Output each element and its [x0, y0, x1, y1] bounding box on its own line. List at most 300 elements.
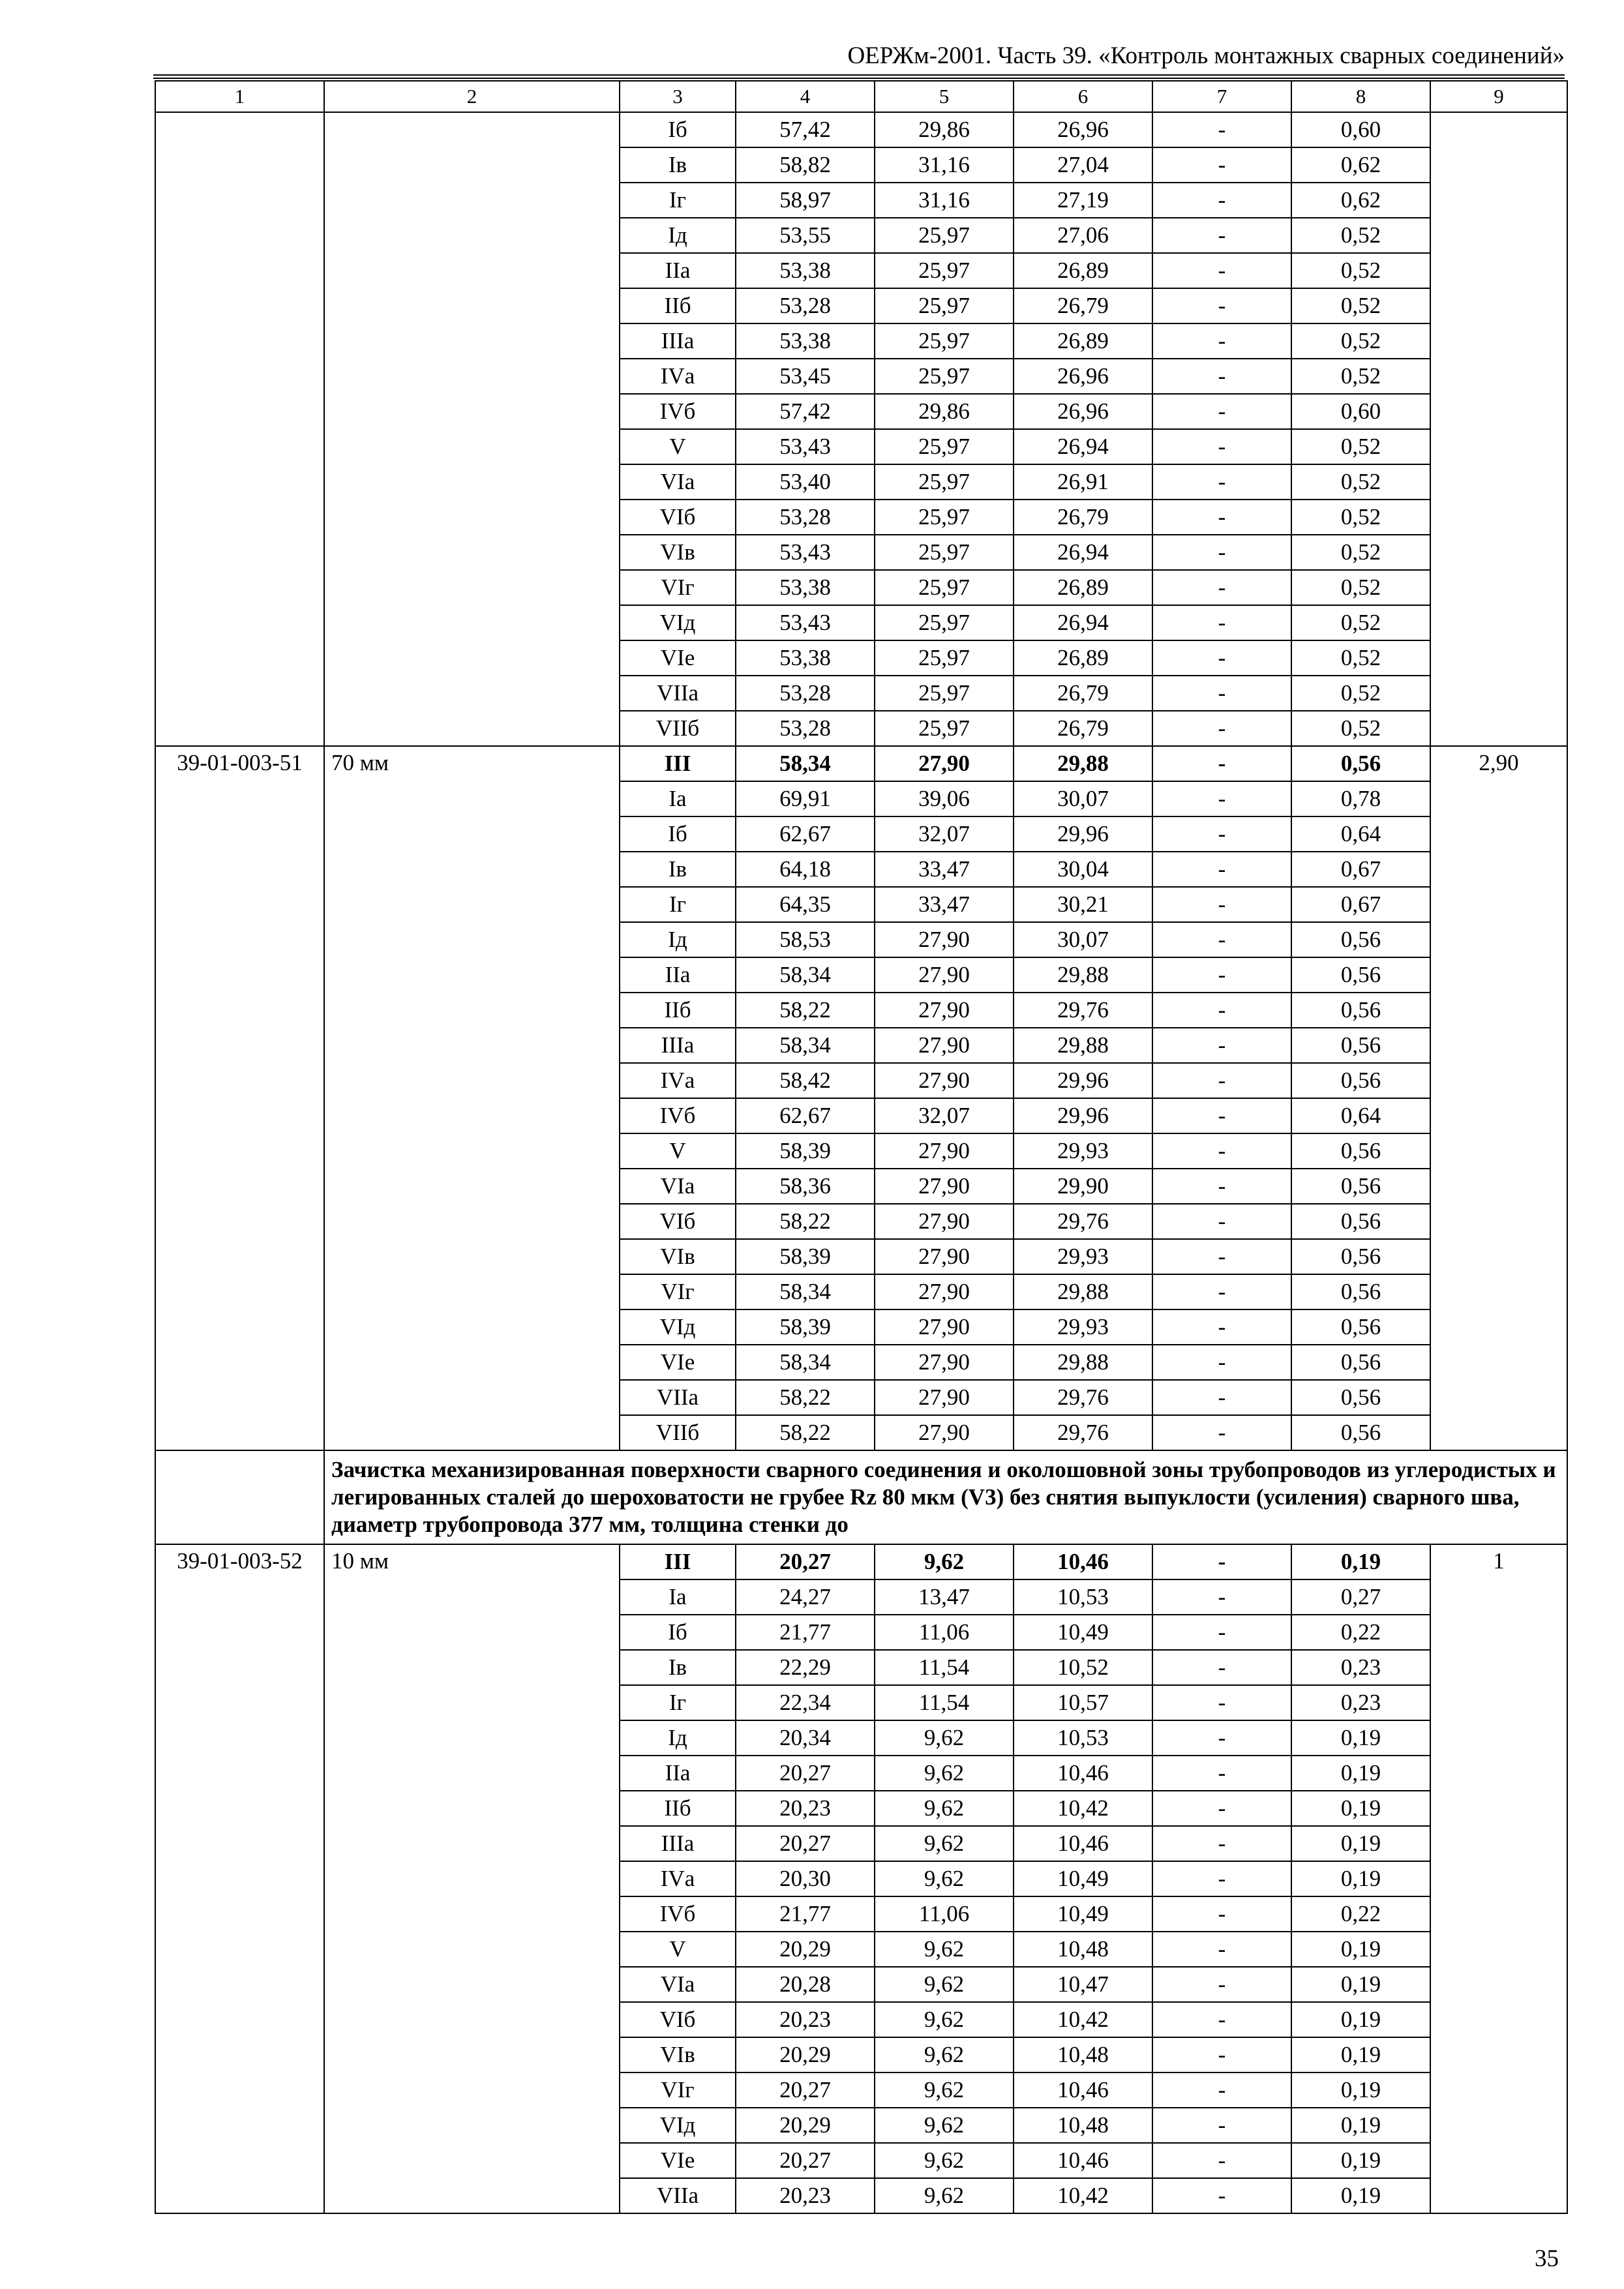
- machine-cost-cell: 26,96: [1014, 112, 1152, 147]
- machine-cost-cell: 29,93: [1014, 1309, 1152, 1345]
- machine-cost-cell: 26,79: [1014, 288, 1152, 323]
- labor-hours-cell: 0,19: [1291, 1544, 1430, 1579]
- column-number: 8: [1291, 81, 1430, 112]
- machine-cost-cell: 10,52: [1014, 1650, 1152, 1685]
- labor-cost-cell: 25,97: [875, 640, 1014, 676]
- rate-code-cell: 39-01-003-52: [155, 1544, 324, 2213]
- machine-cost-cell: 29,76: [1014, 993, 1152, 1028]
- zone-cell: Iб: [620, 816, 736, 852]
- machine-cost-cell: 26,79: [1014, 676, 1152, 711]
- column-number: 3: [620, 81, 736, 112]
- total-cost-cell: 20,30: [736, 1861, 875, 1896]
- machine-cost-cell: 30,07: [1014, 781, 1152, 816]
- labor-hours-cell: 0,27: [1291, 1579, 1430, 1615]
- labor-hours-cell: 0,19: [1291, 1791, 1430, 1826]
- machine-cost-cell: 26,91: [1014, 464, 1152, 500]
- labor-cost-cell: 9,62: [875, 1720, 1014, 1756]
- materials-cost-cell: -: [1152, 711, 1291, 746]
- materials-cost-cell: -: [1152, 183, 1291, 218]
- materials-cost-cell: -: [1152, 993, 1291, 1028]
- column-number: 6: [1014, 81, 1152, 112]
- total-cost-cell: 64,18: [736, 852, 875, 887]
- table-row: [155, 112, 1567, 147]
- page-number: 35: [1535, 2245, 1559, 2272]
- machine-cost-cell: 26,94: [1014, 605, 1152, 640]
- labor-cost-cell: 25,97: [875, 500, 1014, 535]
- machine-cost-cell: 29,93: [1014, 1133, 1152, 1169]
- total-cost-cell: 21,77: [736, 1615, 875, 1650]
- labor-hours-cell: 0,19: [1291, 1826, 1430, 1861]
- labor-cost-cell: 25,97: [875, 570, 1014, 605]
- labor-cost-cell: 39,06: [875, 781, 1014, 816]
- materials-cost-cell: -: [1152, 218, 1291, 253]
- zone-cell: VIIа: [620, 2178, 736, 2213]
- machine-cost-cell: 27,06: [1014, 218, 1152, 253]
- machine-cost-cell: 26,89: [1014, 640, 1152, 676]
- column-number: 7: [1152, 81, 1291, 112]
- machine-cost-cell: 26,89: [1014, 570, 1152, 605]
- total-cost-cell: 57,42: [736, 112, 875, 147]
- labor-cost-cell: 27,90: [875, 1309, 1014, 1345]
- machine-cost-cell: 10,46: [1014, 1826, 1152, 1861]
- section-blank-cell: [155, 1450, 324, 1544]
- materials-cost-cell: -: [1152, 429, 1291, 464]
- materials-cost-cell: -: [1152, 1380, 1291, 1415]
- labor-hours-cell: 0,19: [1291, 2178, 1430, 2213]
- labor-cost-cell: 27,90: [875, 1063, 1014, 1098]
- materials-cost-cell: -: [1152, 1720, 1291, 1756]
- labor-cost-cell: 31,16: [875, 183, 1014, 218]
- materials-cost-cell: -: [1152, 1098, 1291, 1133]
- machine-cost-cell: 26,96: [1014, 359, 1152, 394]
- zone-cell: VIIа: [620, 1380, 736, 1415]
- machine-cost-cell: 29,88: [1014, 1345, 1152, 1380]
- labor-hours-cell: 0,64: [1291, 1098, 1430, 1133]
- materials-cost-cell: -: [1152, 1204, 1291, 1239]
- zone-cell: VIг: [620, 2072, 736, 2108]
- total-cost-cell: 20,27: [736, 2072, 875, 2108]
- total-cost-cell: 58,34: [736, 746, 875, 781]
- materials-cost-cell: -: [1152, 1415, 1291, 1450]
- labor-cost-cell: 9,62: [875, 2108, 1014, 2143]
- zone-cell: IIа: [620, 1756, 736, 1791]
- machine-cost-cell: 27,04: [1014, 147, 1152, 183]
- total-cost-cell: 58,22: [736, 1415, 875, 1450]
- zone-cell: IIб: [620, 993, 736, 1028]
- machine-cost-cell: 26,89: [1014, 323, 1152, 359]
- materials-cost-cell: -: [1152, 2037, 1291, 2072]
- zone-cell: IIа: [620, 253, 736, 288]
- total-cost-cell: 57,42: [736, 394, 875, 429]
- materials-cost-cell: -: [1152, 957, 1291, 993]
- materials-cost-cell: -: [1152, 1932, 1291, 1967]
- wall-thickness-cell: 10 мм: [324, 1544, 620, 2213]
- zone-cell: IIIа: [620, 323, 736, 359]
- labor-hours-cell: 0,23: [1291, 1685, 1430, 1720]
- labor-hours-cell: 0,19: [1291, 1932, 1430, 1967]
- column-9-cell: [1430, 112, 1567, 746]
- materials-cost-cell: -: [1152, 359, 1291, 394]
- total-cost-cell: 53,38: [736, 323, 875, 359]
- machine-cost-cell: 29,88: [1014, 1274, 1152, 1309]
- materials-cost-cell: -: [1152, 1579, 1291, 1615]
- zone-cell: III: [620, 1544, 736, 1579]
- zone-cell: VIв: [620, 2037, 736, 2072]
- labor-hours-cell: 0,19: [1291, 1861, 1430, 1896]
- machine-cost-cell: 10,53: [1014, 1720, 1152, 1756]
- materials-cost-cell: -: [1152, 922, 1291, 957]
- labor-cost-cell: 11,06: [875, 1896, 1014, 1932]
- labor-cost-cell: 9,62: [875, 1932, 1014, 1967]
- labor-cost-cell: 27,90: [875, 1274, 1014, 1309]
- materials-cost-cell: -: [1152, 1169, 1291, 1204]
- total-cost-cell: 53,55: [736, 218, 875, 253]
- zone-cell: VIг: [620, 1274, 736, 1309]
- zone-cell: III: [620, 746, 736, 781]
- machine-cost-cell: 10,49: [1014, 1615, 1152, 1650]
- labor-hours-cell: 0,56: [1291, 746, 1430, 781]
- labor-hours-cell: 0,52: [1291, 676, 1430, 711]
- labor-cost-cell: 27,90: [875, 1415, 1014, 1450]
- machine-cost-cell: 29,96: [1014, 816, 1152, 852]
- materials-cost-cell: -: [1152, 288, 1291, 323]
- materials-cost-cell: -: [1152, 323, 1291, 359]
- total-cost-cell: 53,28: [736, 288, 875, 323]
- zone-cell: IIа: [620, 957, 736, 993]
- materials-cost-cell: -: [1152, 1861, 1291, 1896]
- machine-cost-cell: 10,49: [1014, 1896, 1152, 1932]
- materials-cost-cell: -: [1152, 1028, 1291, 1063]
- labor-cost-cell: 25,97: [875, 218, 1014, 253]
- labor-hours-cell: 0,52: [1291, 605, 1430, 640]
- labor-hours-cell: 0,52: [1291, 359, 1430, 394]
- zone-cell: IVа: [620, 359, 736, 394]
- column-number-row: [155, 81, 1567, 112]
- labor-hours-cell: 0,52: [1291, 570, 1430, 605]
- labor-hours-cell: 0,56: [1291, 1274, 1430, 1309]
- labor-hours-cell: 0,22: [1291, 1615, 1430, 1650]
- materials-cost-cell: -: [1152, 1756, 1291, 1791]
- materials-cost-cell: -: [1152, 1239, 1291, 1274]
- materials-cost-cell: -: [1152, 2072, 1291, 2108]
- labor-hours-cell: 0,19: [1291, 1756, 1430, 1791]
- total-cost-cell: 20,29: [736, 1932, 875, 1967]
- total-cost-cell: 53,43: [736, 605, 875, 640]
- labor-cost-cell: 25,97: [875, 323, 1014, 359]
- labor-cost-cell: 32,07: [875, 1098, 1014, 1133]
- total-cost-cell: 20,29: [736, 2037, 875, 2072]
- labor-hours-cell: 0,23: [1291, 1650, 1430, 1685]
- labor-hours-cell: 0,52: [1291, 535, 1430, 570]
- labor-hours-cell: 0,56: [1291, 1309, 1430, 1345]
- total-cost-cell: 21,77: [736, 1896, 875, 1932]
- machine-cost-cell: 10,47: [1014, 1967, 1152, 2002]
- machine-cost-cell: 29,76: [1014, 1204, 1152, 1239]
- labor-hours-cell: 0,56: [1291, 1380, 1430, 1415]
- column-number: 5: [875, 81, 1014, 112]
- materials-cost-cell: -: [1152, 394, 1291, 429]
- materials-cost-cell: -: [1152, 1791, 1291, 1826]
- zone-cell: VIе: [620, 1345, 736, 1380]
- zone-cell: Iг: [620, 183, 736, 218]
- total-cost-cell: 58,39: [736, 1133, 875, 1169]
- total-cost-cell: 20,23: [736, 1791, 875, 1826]
- labor-hours-cell: 0,52: [1291, 288, 1430, 323]
- zone-cell: VIг: [620, 570, 736, 605]
- labor-hours-cell: 0,56: [1291, 1239, 1430, 1274]
- wall-thickness-cell: [324, 112, 620, 746]
- total-cost-cell: 58,34: [736, 1274, 875, 1309]
- labor-hours-cell: 0,52: [1291, 464, 1430, 500]
- labor-hours-cell: 0,64: [1291, 816, 1430, 852]
- labor-cost-cell: 31,16: [875, 147, 1014, 183]
- zone-cell: VIа: [620, 1967, 736, 2002]
- labor-hours-cell: 0,22: [1291, 1896, 1430, 1932]
- machine-cost-cell: 29,88: [1014, 957, 1152, 993]
- zone-cell: Iг: [620, 1685, 736, 1720]
- materials-cost-cell: -: [1152, 1896, 1291, 1932]
- zone-cell: Iа: [620, 781, 736, 816]
- labor-cost-cell: 27,90: [875, 1380, 1014, 1415]
- machine-cost-cell: 10,46: [1014, 2072, 1152, 2108]
- zone-cell: VIа: [620, 464, 736, 500]
- labor-hours-cell: 0,56: [1291, 1169, 1430, 1204]
- labor-cost-cell: 25,97: [875, 676, 1014, 711]
- labor-hours-cell: 0,56: [1291, 922, 1430, 957]
- total-cost-cell: 53,45: [736, 359, 875, 394]
- table-row: [155, 1544, 1567, 1579]
- labor-cost-cell: 9,62: [875, 2072, 1014, 2108]
- labor-hours-cell: 0,52: [1291, 218, 1430, 253]
- labor-hours-cell: 0,52: [1291, 323, 1430, 359]
- zone-cell: Iб: [620, 1615, 736, 1650]
- labor-cost-cell: 25,97: [875, 288, 1014, 323]
- zone-cell: VIб: [620, 500, 736, 535]
- labor-cost-cell: 9,62: [875, 2037, 1014, 2072]
- total-cost-cell: 53,43: [736, 535, 875, 570]
- zone-cell: IIб: [620, 1791, 736, 1826]
- column-9-cell: 1: [1430, 1544, 1567, 2213]
- machine-cost-cell: 26,94: [1014, 535, 1152, 570]
- total-cost-cell: 58,34: [736, 1028, 875, 1063]
- zone-cell: VIд: [620, 605, 736, 640]
- machine-cost-cell: 30,04: [1014, 852, 1152, 887]
- labor-cost-cell: 9,62: [875, 1756, 1014, 1791]
- labor-cost-cell: 9,62: [875, 1967, 1014, 2002]
- total-cost-cell: 53,38: [736, 640, 875, 676]
- materials-cost-cell: -: [1152, 605, 1291, 640]
- zone-cell: Iв: [620, 1650, 736, 1685]
- labor-hours-cell: 0,56: [1291, 957, 1430, 993]
- materials-cost-cell: -: [1152, 147, 1291, 183]
- zone-cell: VIIа: [620, 676, 736, 711]
- labor-hours-cell: 0,52: [1291, 253, 1430, 288]
- table-body: [155, 81, 1567, 2213]
- labor-hours-cell: 0,62: [1291, 147, 1430, 183]
- labor-hours-cell: 0,67: [1291, 852, 1430, 887]
- column-number: 2: [324, 81, 620, 112]
- column-number: 1: [155, 81, 324, 112]
- rate-code-cell: [155, 112, 324, 746]
- materials-cost-cell: -: [1152, 464, 1291, 500]
- materials-cost-cell: -: [1152, 2108, 1291, 2143]
- zone-cell: V: [620, 1133, 736, 1169]
- materials-cost-cell: -: [1152, 1826, 1291, 1861]
- materials-cost-cell: -: [1152, 781, 1291, 816]
- labor-cost-cell: 29,86: [875, 112, 1014, 147]
- materials-cost-cell: -: [1152, 887, 1291, 922]
- labor-cost-cell: 25,97: [875, 359, 1014, 394]
- materials-cost-cell: -: [1152, 1063, 1291, 1098]
- machine-cost-cell: 29,88: [1014, 1028, 1152, 1063]
- labor-hours-cell: 0,19: [1291, 2143, 1430, 2178]
- zone-cell: Iв: [620, 147, 736, 183]
- labor-cost-cell: 27,90: [875, 957, 1014, 993]
- zone-cell: VIб: [620, 2002, 736, 2037]
- machine-cost-cell: 10,48: [1014, 2037, 1152, 2072]
- materials-cost-cell: -: [1152, 746, 1291, 781]
- materials-cost-cell: -: [1152, 112, 1291, 147]
- zone-cell: IVб: [620, 1098, 736, 1133]
- labor-hours-cell: 0,19: [1291, 1967, 1430, 2002]
- zone-cell: Iа: [620, 1579, 736, 1615]
- machine-cost-cell: 29,90: [1014, 1169, 1152, 1204]
- total-cost-cell: 58,34: [736, 1345, 875, 1380]
- total-cost-cell: 62,67: [736, 816, 875, 852]
- rate-code-cell: 39-01-003-51: [155, 746, 324, 1450]
- zone-cell: VIд: [620, 1309, 736, 1345]
- total-cost-cell: 58,39: [736, 1239, 875, 1274]
- zone-cell: Iг: [620, 887, 736, 922]
- materials-cost-cell: -: [1152, 816, 1291, 852]
- materials-cost-cell: -: [1152, 570, 1291, 605]
- total-cost-cell: 20,29: [736, 2108, 875, 2143]
- total-cost-cell: 58,82: [736, 147, 875, 183]
- rates-table: [155, 80, 1568, 2214]
- zone-cell: VIе: [620, 2143, 736, 2178]
- labor-cost-cell: 27,90: [875, 1133, 1014, 1169]
- zone-cell: VIIб: [620, 711, 736, 746]
- materials-cost-cell: -: [1152, 852, 1291, 887]
- labor-cost-cell: 25,97: [875, 605, 1014, 640]
- machine-cost-cell: 10,42: [1014, 1791, 1152, 1826]
- labor-cost-cell: 11,54: [875, 1685, 1014, 1720]
- machine-cost-cell: 10,42: [1014, 2002, 1152, 2037]
- labor-cost-cell: 27,90: [875, 993, 1014, 1028]
- total-cost-cell: 62,67: [736, 1098, 875, 1133]
- labor-cost-cell: 25,97: [875, 253, 1014, 288]
- machine-cost-cell: 30,21: [1014, 887, 1152, 922]
- zone-cell: Iб: [620, 112, 736, 147]
- labor-hours-cell: 0,19: [1291, 1720, 1430, 1756]
- materials-cost-cell: -: [1152, 535, 1291, 570]
- labor-cost-cell: 32,07: [875, 816, 1014, 852]
- labor-cost-cell: 25,97: [875, 464, 1014, 500]
- machine-cost-cell: 29,88: [1014, 746, 1152, 781]
- labor-cost-cell: 13,47: [875, 1579, 1014, 1615]
- labor-hours-cell: 0,56: [1291, 1415, 1430, 1450]
- total-cost-cell: 58,39: [736, 1309, 875, 1345]
- section-title: Зачистка механизированная поверхности сварного соединения и околошовной зоны трубопроводов из углеродистых и легированных сталей до шероховатости не грубее Rz 80 мкм (V3) без снятия выпуклости (усиления) сварного шва, диаметр трубопровода 377 мм, толщина стенки до: [324, 1450, 1567, 1544]
- zone-cell: VIа: [620, 1169, 736, 1204]
- machine-cost-cell: 10,42: [1014, 2178, 1152, 2213]
- zone-cell: IIIа: [620, 1028, 736, 1063]
- column-number: 4: [736, 81, 875, 112]
- total-cost-cell: 20,23: [736, 2002, 875, 2037]
- materials-cost-cell: -: [1152, 2143, 1291, 2178]
- labor-cost-cell: 33,47: [875, 852, 1014, 887]
- zone-cell: Iд: [620, 1720, 736, 1756]
- machine-cost-cell: 10,46: [1014, 1544, 1152, 1579]
- labor-cost-cell: 27,90: [875, 1239, 1014, 1274]
- total-cost-cell: 58,22: [736, 1204, 875, 1239]
- labor-cost-cell: 9,62: [875, 2178, 1014, 2213]
- total-cost-cell: 22,29: [736, 1650, 875, 1685]
- zone-cell: V: [620, 1932, 736, 1967]
- labor-hours-cell: 0,56: [1291, 1133, 1430, 1169]
- zone-cell: VIв: [620, 1239, 736, 1274]
- machine-cost-cell: 26,79: [1014, 711, 1152, 746]
- zone-cell: V: [620, 429, 736, 464]
- total-cost-cell: 53,28: [736, 500, 875, 535]
- materials-cost-cell: -: [1152, 1544, 1291, 1579]
- machine-cost-cell: 10,49: [1014, 1861, 1152, 1896]
- total-cost-cell: 53,28: [736, 676, 875, 711]
- labor-cost-cell: 9,62: [875, 1826, 1014, 1861]
- materials-cost-cell: -: [1152, 2178, 1291, 2213]
- labor-cost-cell: 25,97: [875, 429, 1014, 464]
- labor-cost-cell: 11,06: [875, 1615, 1014, 1650]
- machine-cost-cell: 10,57: [1014, 1685, 1152, 1720]
- total-cost-cell: 58,34: [736, 957, 875, 993]
- materials-cost-cell: -: [1152, 2002, 1291, 2037]
- labor-cost-cell: 9,62: [875, 1861, 1014, 1896]
- total-cost-cell: 20,34: [736, 1720, 875, 1756]
- labor-hours-cell: 0,56: [1291, 993, 1430, 1028]
- labor-cost-cell: 9,62: [875, 1791, 1014, 1826]
- labor-hours-cell: 0,52: [1291, 640, 1430, 676]
- materials-cost-cell: -: [1152, 640, 1291, 676]
- machine-cost-cell: 10,53: [1014, 1579, 1152, 1615]
- labor-cost-cell: 27,90: [875, 1169, 1014, 1204]
- machine-cost-cell: 26,94: [1014, 429, 1152, 464]
- labor-hours-cell: 0,56: [1291, 1063, 1430, 1098]
- total-cost-cell: 53,28: [736, 711, 875, 746]
- total-cost-cell: 20,27: [736, 2143, 875, 2178]
- labor-hours-cell: 0,67: [1291, 887, 1430, 922]
- running-header: ОЕРЖм-2001. Часть 39. «Контроль монтажных сварных соединений»: [847, 42, 1565, 69]
- wall-thickness-cell: 70 мм: [324, 746, 620, 1450]
- labor-cost-cell: 9,62: [875, 2143, 1014, 2178]
- total-cost-cell: 53,40: [736, 464, 875, 500]
- labor-cost-cell: 25,97: [875, 711, 1014, 746]
- labor-hours-cell: 0,19: [1291, 2037, 1430, 2072]
- machine-cost-cell: 26,79: [1014, 500, 1152, 535]
- materials-cost-cell: -: [1152, 1615, 1291, 1650]
- machine-cost-cell: 29,93: [1014, 1239, 1152, 1274]
- total-cost-cell: 64,35: [736, 887, 875, 922]
- materials-cost-cell: -: [1152, 1685, 1291, 1720]
- total-cost-cell: 53,38: [736, 570, 875, 605]
- machine-cost-cell: 26,96: [1014, 394, 1152, 429]
- labor-cost-cell: 25,97: [875, 535, 1014, 570]
- labor-hours-cell: 0,56: [1291, 1204, 1430, 1239]
- labor-hours-cell: 0,62: [1291, 183, 1430, 218]
- labor-hours-cell: 0,56: [1291, 1028, 1430, 1063]
- total-cost-cell: 58,53: [736, 922, 875, 957]
- total-cost-cell: 58,22: [736, 993, 875, 1028]
- section-row: [155, 1450, 1567, 1544]
